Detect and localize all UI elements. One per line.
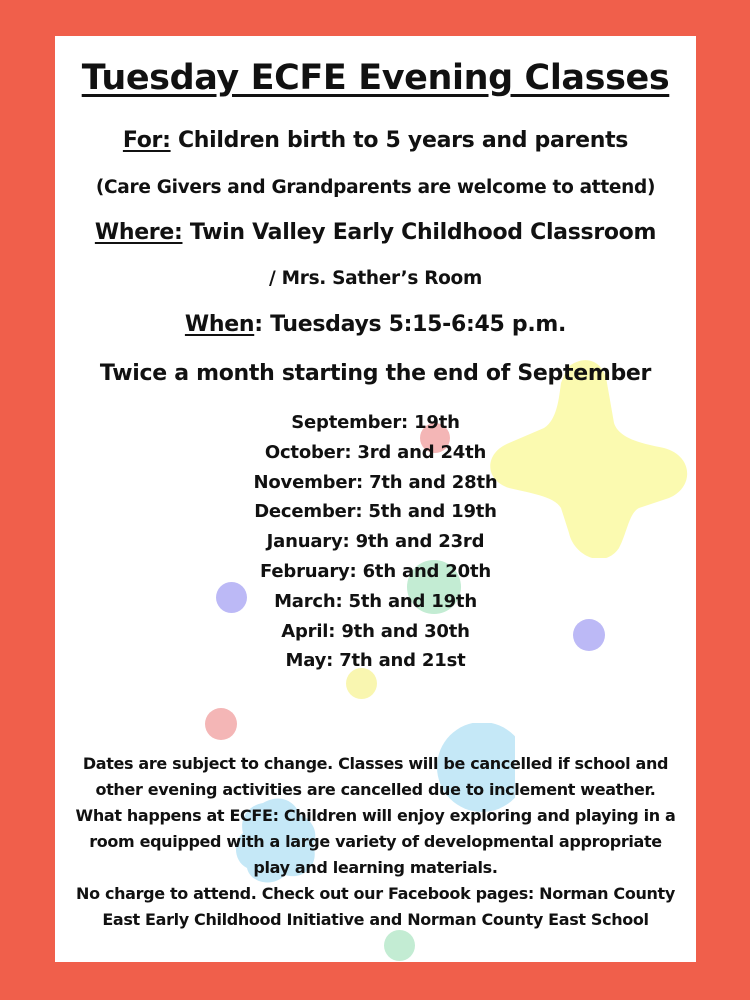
date-list [55, 408, 696, 676]
flyer-content [55, 36, 696, 962]
note-line: play and learning materials. [253, 858, 498, 877]
audience-line [55, 128, 696, 153]
note-line: Dates are subject to change. Classes will be cancelled if school and [82, 754, 669, 773]
caregivers-line: (Care Givers and Grandparents are welcome to attend) [95, 177, 656, 198]
list-item: March: 5th and 19th [274, 590, 477, 612]
where-text: Twin Valley Early Childhood Classroom [182, 220, 657, 245]
note-line: East Early Childhood Initiative and Norman County East School [102, 910, 649, 929]
time-line [55, 312, 696, 337]
notes-block [55, 751, 696, 933]
where-label: Where: [94, 220, 183, 245]
note-line: other evening activities are cancelled due to inclement weather. [95, 780, 656, 799]
list-item: February: 6th and 20th [260, 560, 491, 582]
note-line: room equipped with a large variety of developmental appropriate [89, 832, 662, 851]
list-item: January: 9th and 23rd [266, 531, 485, 553]
note-line: What happens at ECFE: Children will enjoy exploring and playing in a [75, 806, 676, 825]
note-line: No charge to attend. Check out our Facebook pages: Norman County [76, 884, 675, 903]
list-item: April: 9th and 30th [281, 620, 470, 642]
list-item: May: 7th and 21st [285, 650, 466, 672]
room-line: / Mrs. Sather’s Room [269, 268, 482, 289]
frequency-line: Twice a month starting the end of September [99, 361, 652, 386]
when-label: When [184, 312, 255, 337]
list-item: December: 5th and 19th [254, 501, 497, 523]
list-item: November: 7th and 28th [253, 471, 498, 493]
flyer-sheet [55, 36, 696, 962]
list-item: September: 19th [291, 412, 460, 433]
page-title: Tuesday ECFE Evening Classes [81, 58, 670, 98]
list-item: October: 3rd and 24th [264, 441, 487, 463]
for-text: Children birth to 5 years and parents [170, 128, 629, 153]
for-label: For: [122, 128, 171, 153]
location-line [55, 220, 696, 245]
when-text: : Tuesdays 5:15-6:45 p.m. [254, 312, 567, 337]
